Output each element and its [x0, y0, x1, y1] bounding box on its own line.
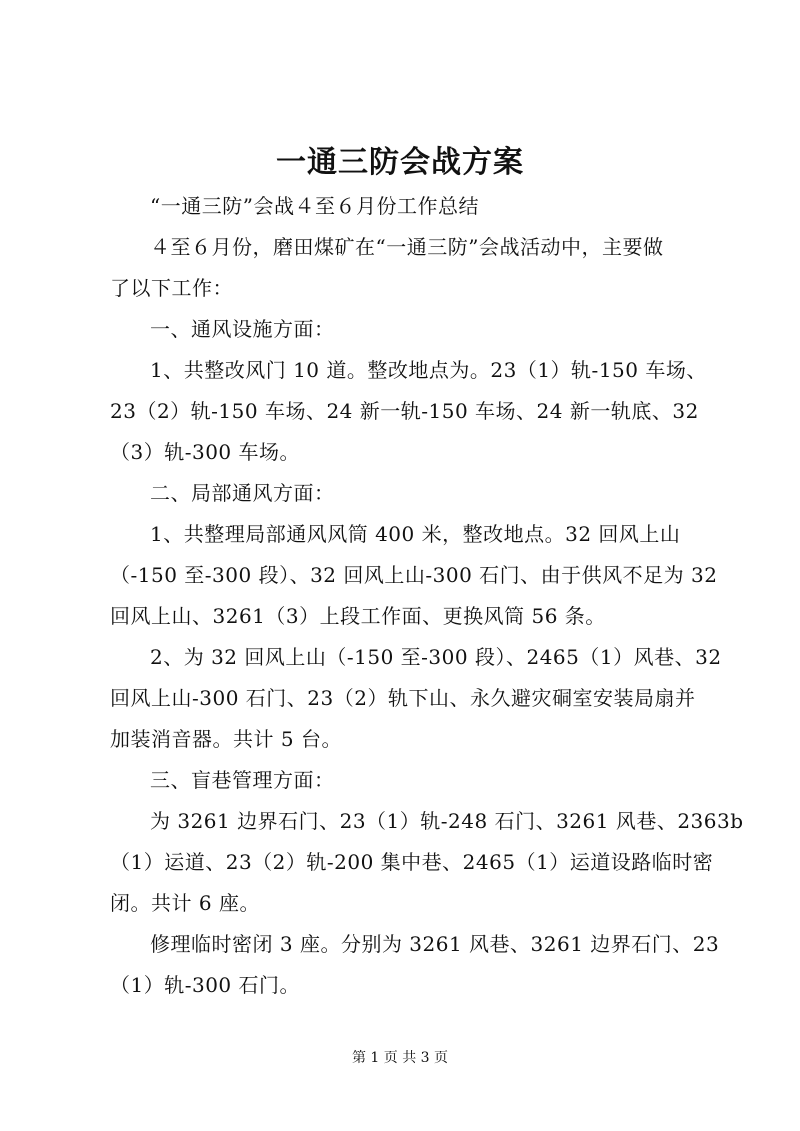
document-title: 一通三防会战方案 — [276, 145, 524, 180]
text-line: “一通三防”会战４至６月份工作总结 — [150, 194, 479, 218]
section-heading-blind-roadway — [110, 760, 710, 801]
text-line: 23（2）轨-150 车场、24 新一轨-150 车场、24 新一轨底、32 — [110, 399, 699, 423]
text-line: 闭。共计 6 座。 — [110, 891, 260, 915]
text-line: 二、局部通风方面： — [150, 481, 335, 505]
text-line: 加装消音器。共计 5 台。 — [110, 727, 342, 751]
text-line: （3）轨-300 车场。 — [110, 440, 301, 464]
paragraph-seal-repairs — [110, 924, 720, 1006]
text-line: 三、盲巷管理方面： — [150, 768, 335, 792]
page-footer: 第 1 页 共 3 页 — [351, 1050, 449, 1066]
text-line: 为 3261 边界石门、23（1）轨-248 石门、3261 风巷、2363b — [150, 809, 744, 833]
paragraph-intro — [110, 227, 710, 309]
text-line: 修理临时密闭 3 座。分别为 3261 风巷、3261 边界石门、23 — [150, 932, 720, 956]
text-line: （1）轨-300 石门。 — [110, 973, 301, 997]
paragraph-subtitle — [110, 186, 710, 227]
text-line: （-150 至-300 段）、32 回风上山-300 石门、由于供风不足为 32 — [110, 563, 718, 587]
paragraph-local-fans — [110, 637, 722, 760]
text-line: 回风上山-300 石门、23（2）轨下山、永久避灾硐室安装局扇并 — [110, 686, 696, 710]
paragraph-temporary-seals — [110, 801, 744, 924]
text-line: 一、通风设施方面： — [150, 317, 335, 341]
text-line: ４至６月份，磨田煤矿在“一通三防”会战活动中，主要做 — [150, 235, 664, 259]
text-line: 了以下工作： — [110, 276, 233, 300]
paragraph-ventilation-doors — [110, 350, 710, 473]
text-line: 1、共整改风门 10 道。整改地点为。23（1）轨-150 车场、 — [150, 358, 707, 382]
section-heading-local-ventilation — [110, 473, 710, 514]
text-line: 回风上山、3261（3）上段工作面、更换风筒 56 条。 — [110, 604, 606, 628]
section-heading-ventilation-facilities — [110, 309, 710, 350]
paragraph-air-ducts — [110, 514, 718, 637]
text-line: （1）运道、23（2）轨-200 集中巷、2465（1）运道设路临时密 — [110, 850, 714, 874]
text-line: 2、为 32 回风上山（-150 至-300 段）、2465（1）风巷、32 — [150, 645, 722, 669]
document-body — [110, 186, 744, 1006]
text-line: 1、共整理局部通风风筒 400 米，整改地点。32 回风上山 — [150, 522, 681, 546]
